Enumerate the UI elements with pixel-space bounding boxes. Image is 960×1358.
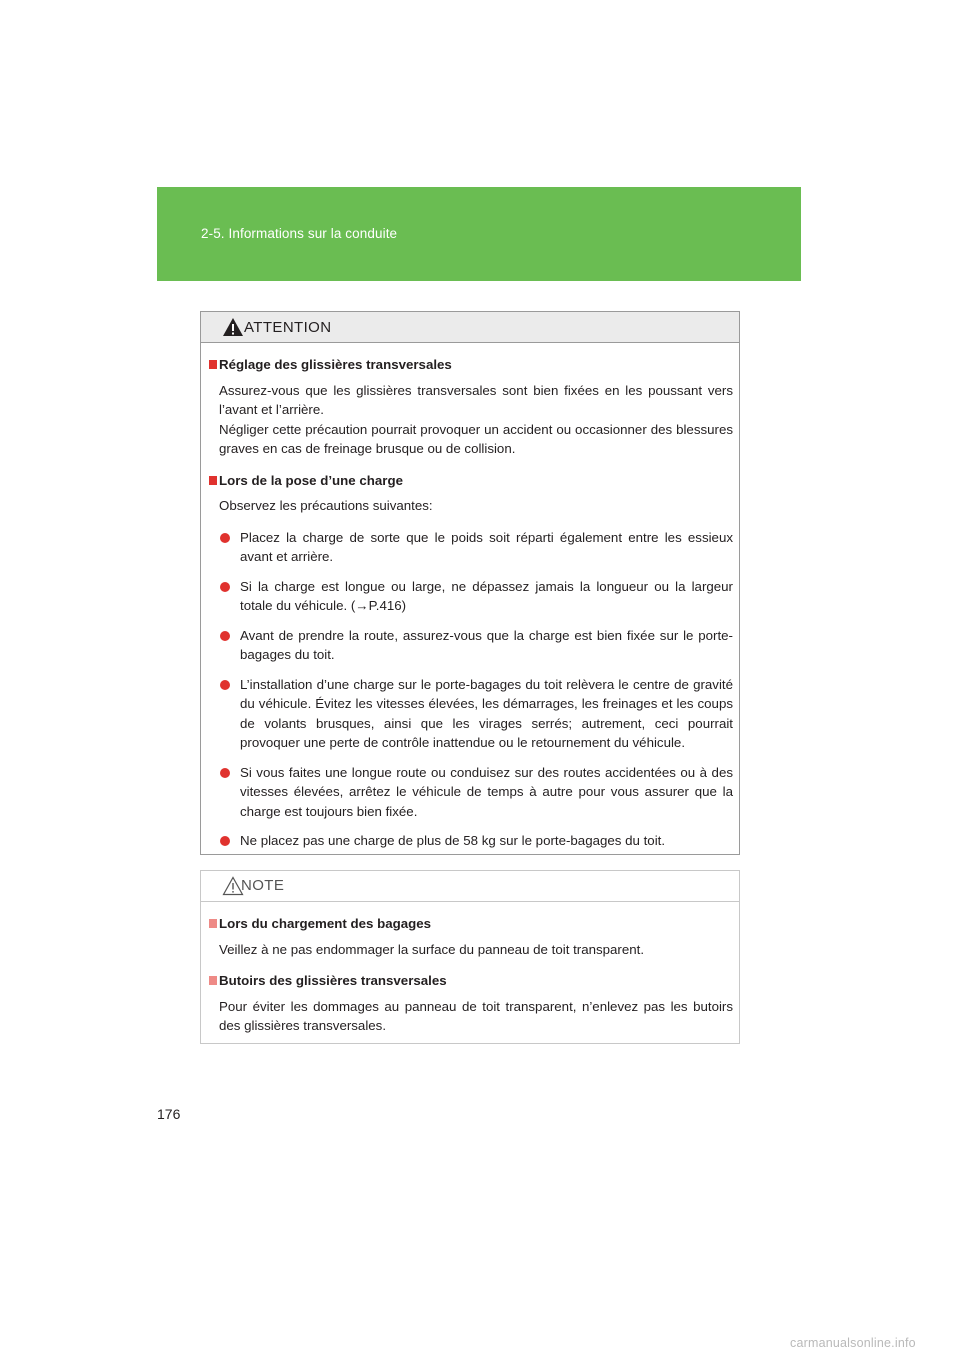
attention-box bbox=[200, 311, 740, 855]
bullet-item bbox=[219, 528, 733, 567]
bullet-dot-icon bbox=[220, 680, 230, 690]
heading-text: Lors du chargement des bagages bbox=[219, 916, 432, 931]
heading-text: Lors de la pose d’une charge bbox=[219, 472, 403, 488]
note-title: NOTE bbox=[241, 877, 285, 894]
bullet-text: Ne placez pas une charge de plus de 58 kg sur le porte-bagages du toit. bbox=[240, 833, 666, 848]
bullet-dot-icon bbox=[220, 582, 230, 592]
bullet-item bbox=[219, 577, 733, 616]
bullet-text: Placez la charge de sorte que le poids soit réparti également entre les essieux avant et arrière. bbox=[240, 529, 733, 564]
bullet-dot-icon bbox=[220, 631, 230, 641]
bullet-item bbox=[219, 675, 733, 753]
section-heading bbox=[209, 914, 733, 934]
page-number: 176 bbox=[157, 1106, 181, 1122]
section-heading bbox=[209, 471, 733, 491]
section-title: 2-5. Informations sur la conduite bbox=[201, 226, 398, 241]
bullet-item bbox=[219, 831, 733, 851]
bullet-item bbox=[219, 626, 733, 665]
section-heading bbox=[209, 971, 733, 991]
bullet-text: L’installation d’une charge sur le porte-bagages du toit relèvera le centre de gravité du véhicule. Évitez les vitesses élevées, les démarrages, les freinages et les coups de volants brusques, ainsi que les virages serrés; autrement, ceci pourrait provoquer une perte de contrôle inattendue ou le retournement du véhicule. bbox=[240, 676, 733, 750]
bullet-text: Avant de prendre la route, assurez-vous que la charge est bien fixée sur le porte-bagages du toit. bbox=[240, 627, 733, 662]
heading-square-icon bbox=[209, 476, 217, 485]
paragraph: Veillez à ne pas endommager la surface du panneau de toit transparent. bbox=[219, 941, 645, 957]
heading-text: Butoirs des glissières transversales bbox=[219, 973, 447, 988]
attention-header bbox=[201, 312, 739, 343]
heading-square-icon bbox=[209, 360, 217, 369]
paragraph: Pour éviter les dommages au panneau de toit transparent, n’enlevez pas les butoirs des glissières transversales. bbox=[219, 998, 733, 1033]
note-header bbox=[201, 871, 739, 902]
bullet-dot-icon bbox=[220, 768, 230, 778]
bullet-dot-icon bbox=[220, 836, 230, 846]
attention-title: ATTENTION bbox=[244, 319, 332, 336]
note-body bbox=[201, 902, 739, 1036]
attention-body bbox=[201, 343, 739, 851]
paragraph: Assurez-vous que les glissières transversales sont bien fixées en les poussant vers l’avant et l’arrière. Négliger cette précaution pourrait provoquer un accident ou occasionner des blessures graves en cas de freinage brusque ou de collision. bbox=[219, 382, 733, 456]
warning-triangle-icon bbox=[222, 317, 244, 337]
heading-square-icon bbox=[209, 919, 217, 928]
section-heading bbox=[209, 355, 733, 375]
heading-square-icon bbox=[209, 976, 217, 985]
bullet-text: Si vous faites une longue route ou conduisez sur des routes accidentées ou à des vitesses élevées, arrêtez le véhicule de temps à autre pour vous assurer que la charge est toujours bien fixée. bbox=[240, 764, 733, 819]
bullet-dot-icon bbox=[220, 533, 230, 543]
note-box bbox=[200, 870, 740, 1044]
heading-text: Réglage des glissières transversales bbox=[219, 357, 452, 372]
section-header-band bbox=[157, 187, 801, 281]
bullet-item bbox=[219, 763, 733, 822]
paragraph: Observez les précautions suivantes: bbox=[219, 498, 433, 513]
watermark: carmanualsonline.info bbox=[790, 1336, 916, 1350]
bullet-text: Si la charge est longue ou large, ne dépassez jamais la longueur ou la largeur totale du véhicule. (→P.416) bbox=[240, 578, 733, 613]
